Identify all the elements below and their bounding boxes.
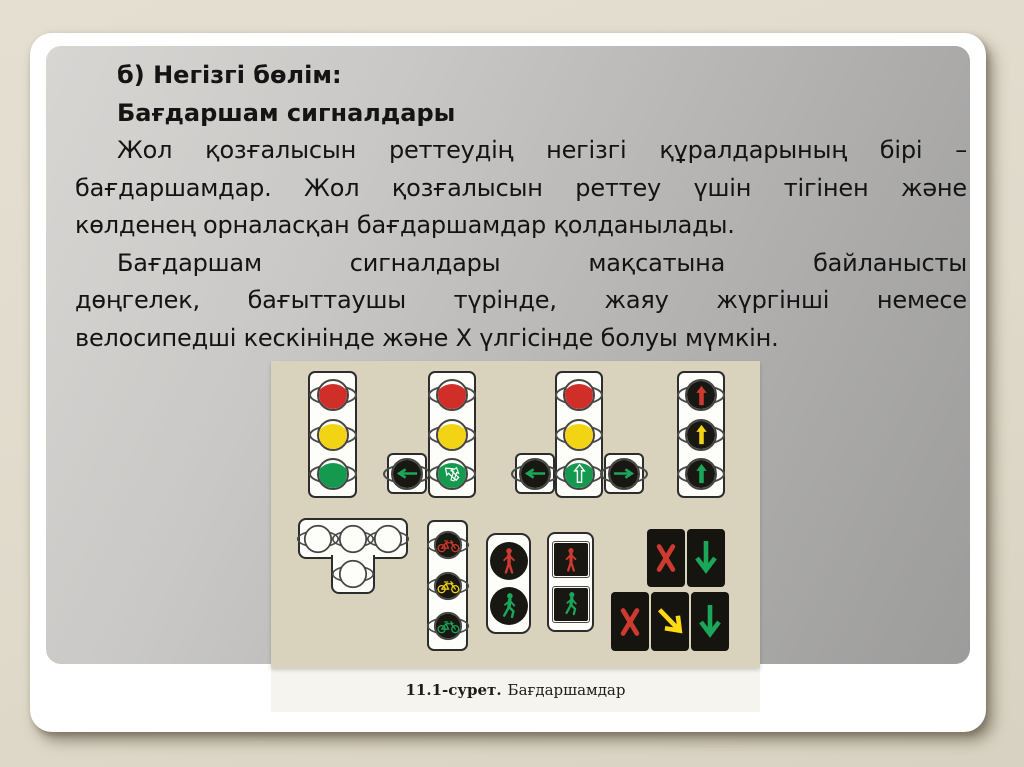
pedestrian-signal-round bbox=[486, 533, 531, 634]
tram-signal-top-bar bbox=[298, 518, 408, 559]
lane-green-arrow-panel bbox=[687, 529, 725, 587]
green-turn-arrows-light-icon bbox=[435, 457, 469, 491]
green-down-arrow-icon bbox=[698, 603, 722, 641]
figure-canvas bbox=[271, 361, 760, 668]
yellow-light-icon bbox=[562, 418, 596, 452]
red-x-icon bbox=[619, 605, 641, 639]
paragraph1-line-2: бағдаршамдар. Жол қозғалысын реттеу үшін тігінен және bbox=[75, 173, 967, 202]
paragraph1-line-3: көлденең орналасқан бағдаршамдар қолданылады. bbox=[75, 211, 735, 239]
paragraph1-line-1: Жол қозғалысын реттеудің негізгі құралдарының бірі – bbox=[117, 136, 967, 164]
red-standing-person-icon bbox=[490, 542, 528, 580]
figure-caption-label: Бағдаршамдар bbox=[507, 681, 626, 699]
paragraph2-line-2: дөңгелек, бағыттаушы түрінде, жаяу жүргінші немесе bbox=[75, 286, 967, 314]
lane-red-x-panel bbox=[647, 529, 685, 587]
bicycle-signal bbox=[427, 520, 468, 651]
left-arrow-section bbox=[515, 453, 555, 494]
white-light-icon bbox=[338, 559, 368, 589]
green-light-icon bbox=[316, 457, 350, 491]
figure-caption-number: 11.1-сурет. bbox=[405, 681, 502, 699]
green-right-arrow-icon bbox=[607, 457, 641, 491]
green-down-arrow-icon bbox=[694, 539, 718, 577]
yellow-up-arrow-icon bbox=[684, 418, 718, 452]
pedestrian-signal-square bbox=[547, 532, 594, 632]
paragraph2-line-1: Бағдаршам сигналдары мақсатына байланысты bbox=[117, 248, 967, 277]
right-arrow-section bbox=[604, 453, 644, 494]
yellow-light-icon bbox=[316, 418, 350, 452]
green-up-arrow-light-icon bbox=[562, 457, 596, 491]
yellow-bicycle-icon bbox=[433, 571, 463, 601]
white-light-icon bbox=[303, 524, 333, 554]
lane-yellow-arrow-panel bbox=[651, 592, 689, 651]
heading-line-1: б) Негізгі бөлім: bbox=[117, 61, 342, 89]
green-walking-person-icon bbox=[554, 588, 588, 621]
red-standing-person-cell bbox=[552, 541, 590, 578]
arrow-signal bbox=[677, 371, 725, 498]
red-bicycle-icon bbox=[433, 530, 463, 560]
lane-green-arrow-panel bbox=[691, 592, 729, 651]
slide-text bbox=[75, 57, 967, 357]
white-light-icon bbox=[338, 524, 368, 554]
heading-line-2: Бағдаршам сигналдары bbox=[117, 98, 456, 127]
standard-signal bbox=[308, 371, 357, 498]
paragraph2-line-3: велосипедші кескінінде және Х үлгісінде болуы мүмкін. bbox=[75, 323, 779, 352]
signal-with-two-sections bbox=[555, 371, 603, 498]
red-light-icon bbox=[435, 378, 469, 412]
figure-caption bbox=[271, 668, 760, 712]
green-left-arrow-icon bbox=[390, 457, 424, 491]
lane-red-x-panel bbox=[611, 592, 649, 651]
red-x-icon bbox=[655, 541, 677, 575]
white-light-icon bbox=[373, 524, 403, 554]
figure-traffic-lights bbox=[271, 361, 760, 712]
tram-signal-stem bbox=[331, 555, 375, 594]
left-arrow-section bbox=[387, 453, 427, 494]
signal-with-left-section bbox=[428, 371, 476, 498]
red-up-arrow-icon bbox=[684, 378, 718, 412]
red-standing-person-icon bbox=[554, 543, 588, 576]
yellow-diagonal-arrow-icon bbox=[650, 600, 694, 644]
green-left-arrow-icon bbox=[518, 457, 552, 491]
green-bicycle-icon bbox=[433, 611, 463, 641]
green-up-arrow-icon bbox=[684, 457, 718, 491]
slide-card bbox=[30, 33, 986, 732]
green-walking-person-icon bbox=[490, 587, 528, 625]
red-light-icon bbox=[562, 378, 596, 412]
red-light-icon bbox=[316, 378, 350, 412]
yellow-light-icon bbox=[435, 418, 469, 452]
green-walking-person-cell bbox=[552, 586, 590, 623]
